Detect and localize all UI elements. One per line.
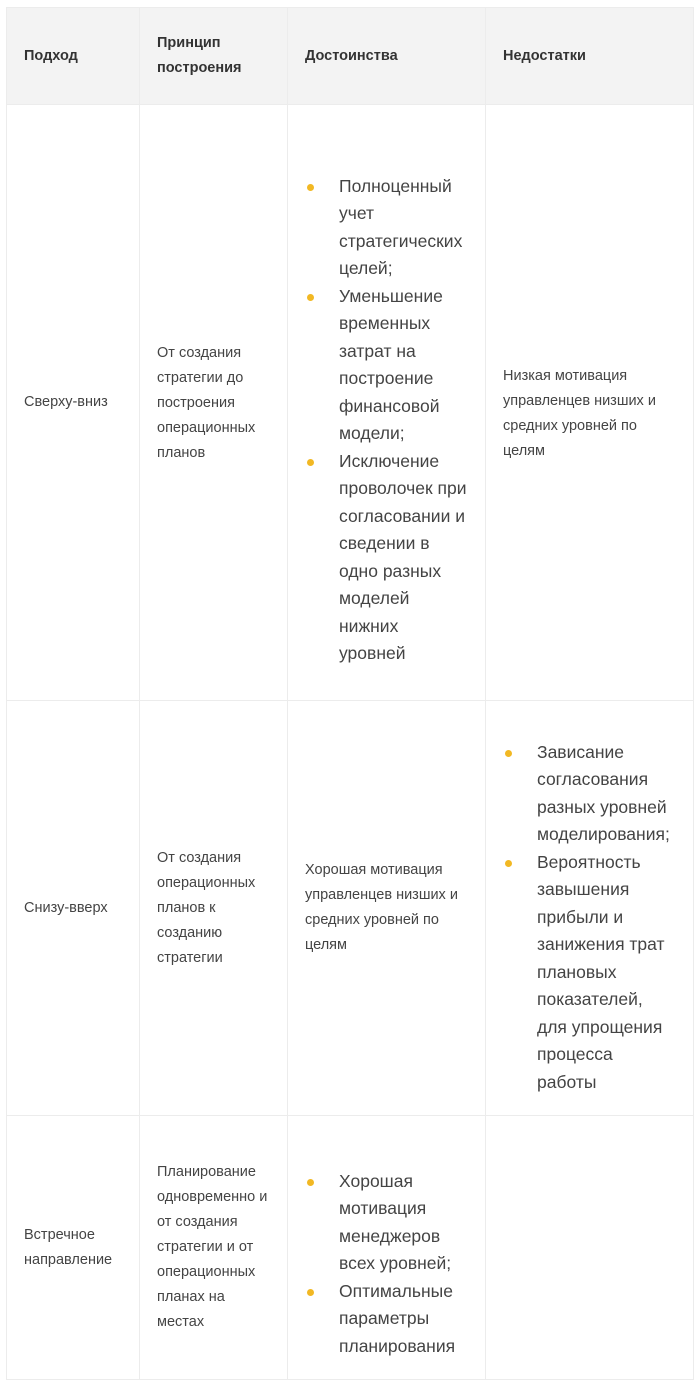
comparison-table (6, 7, 694, 1380)
header-approach: Подход (7, 8, 140, 105)
list-item: Зависание согласования разных уровней моделирования; (503, 739, 676, 849)
list-item: Вероятность завышения прибыли и занижения трат плановых показателей, для упрощения процесса работы (503, 849, 676, 1097)
disadvantages-list (503, 739, 676, 1097)
approach-cell: Снизу-вверх (7, 701, 140, 1116)
approach-cell: Встречное направление (7, 1116, 140, 1380)
table-row (7, 1116, 694, 1380)
principle-cell: От создания стратегии до построения операционных планов (140, 105, 288, 701)
header-advantages: Достоинства (288, 8, 486, 105)
advantages-cell (288, 105, 486, 701)
principle-cell: От создания операционных планов к созданию стратегии (140, 701, 288, 1116)
header-row (7, 8, 694, 105)
list-item: Полноценный учет стратегических целей; (305, 173, 468, 283)
disadvantages-cell (486, 701, 694, 1116)
table-row (7, 105, 694, 701)
advantages-list (305, 173, 468, 668)
list-item: Хорошая мотивация менеджеров всех уровней; (305, 1168, 468, 1278)
principle-cell: Планирование одновременно и от создания стратегии и от операционных планах на местах (140, 1116, 288, 1380)
approach-cell: Сверху-вниз (7, 105, 140, 701)
list-item: Оптимальные параметры планирования (305, 1278, 468, 1361)
header-principle: Принцип построения (140, 8, 288, 105)
header-disadvantages: Недостатки (486, 8, 694, 105)
advantages-cell: Хорошая мотивация управленцев низших и средних уровней по целям (288, 701, 486, 1116)
list-item: Уменьшение временных затрат на построение финансовой модели; (305, 283, 468, 448)
advantages-list (305, 1168, 468, 1361)
list-item: Исключение проволочек при согласовании и сведении в одно разных моделей нижних уровней (305, 448, 468, 668)
disadvantages-cell (486, 1116, 694, 1380)
advantages-cell (288, 1116, 486, 1380)
table-row (7, 701, 694, 1116)
disadvantages-cell: Низкая мотивация управленцев низших и средних уровней по целям (486, 105, 694, 701)
